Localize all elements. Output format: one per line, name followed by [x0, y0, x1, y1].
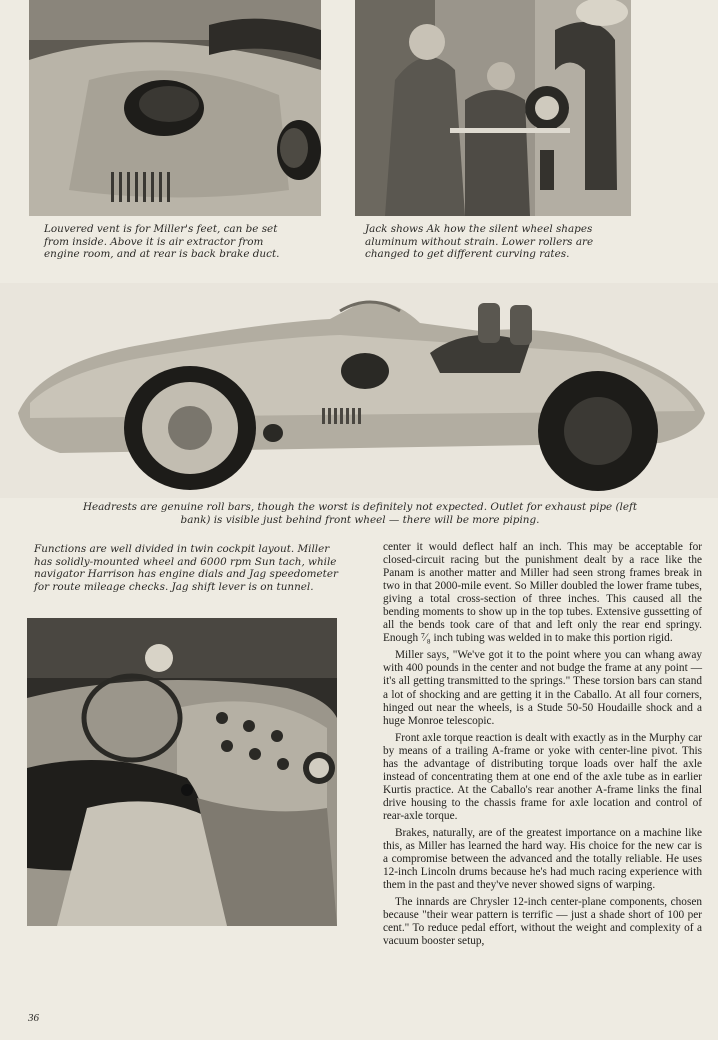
- article-paragraph: Miller says, "We've got it to the point where you can whang away with 400 pounds in the center and not budge the frame at any point — it's all getting transmitted to the springs." These torsion bars can stand a lot of shocking and are getting it in the Caballo. At all four corners, hinged out near the wheels, is a Stude 50-50 Houdaille shock and a huge Monroe telescopic.: [383, 649, 702, 727]
- caption-cockpit: Functions are well divided in twin cockpit layout. Miller has solidly-mounted wheel and 6000 rpm Sun tach, while navigator Harrison has engine dials and Jag speedometer for route mileage checks. Jag shift lever is on tunnel.: [34, 543, 338, 593]
- article-paragraph: The innards are Chrysler 12-inch center-plane components, chosen because "their wear pattern is terrific — just a shade short of 100 per cent." To reduce pedal effort, without the weight and complexity of a vacuum booster setup,: [383, 896, 702, 948]
- english-wheel-image: [355, 0, 631, 216]
- caption-english-wheel: Jack shows Ak how the silent wheel shapes aluminum without strain. Lower rollers are changed to get different curving rates.: [365, 223, 594, 261]
- caption-car-side-view: Headrests are genuine roll bars, though the worst is definitely not expected. Outlet for exhaust pipe (left bank) is visible just behind front wheel — there will be more piping.: [82, 501, 638, 526]
- article-paragraph: Brakes, naturally, are of the greatest importance on a machine like this, as Miller has learned the hard way. His choice for the new car is a compromise between the advanced and the totally reliable. He uses 12-inch Lincoln drums because he's had much racing experience with them in the past and they've never showed signs of warping.: [383, 826, 702, 892]
- photo-car-side-view: [0, 283, 718, 498]
- article-paragraph: Front axle torque reaction is dealt with exactly as in the Murphy car by means of a trailing A-frame or yoke with center-line pivot. This has the advantage of distributing torque loads over half the axle instead of concentrating them at one end of the axle tube as in earlier Kurtis practice. At the Caballo's rear another A-frame links the final drive housing to the chassis frame for axle location and control of rear-axle torque.: [383, 731, 702, 822]
- caption-louvered-vent: Louvered vent is for Miller's feet, can be set from inside. Above it is air extractor from engine room, and at rear is back brake duct.: [44, 223, 280, 261]
- photo-louvered-vent: [29, 0, 321, 216]
- page-number: 36: [28, 1012, 39, 1024]
- article-body: [383, 541, 702, 952]
- photo-cockpit: [27, 618, 337, 926]
- car-side-view-image: [0, 283, 718, 498]
- cockpit-image: [27, 618, 337, 926]
- photo-english-wheel: [355, 0, 631, 216]
- louvered-vent-image: [29, 0, 321, 216]
- article-paragraph: center it would deflect half an inch. This may be acceptable for closed-circuit racing but the punishment dealt by a race like the Panam is another matter and Miller had seen strong frames break in two in that 2000-mile event. So Miller doubled the lower frame tubes, giving a total cross-section of three inches. This caused all the bending moments to show up in the top tubes. Extensive gussetting of all the bends took care of that and left only the rear end springy. Enough ⁷⁄₈ inch tubing was welded in to make this portion rigid.: [383, 541, 702, 645]
